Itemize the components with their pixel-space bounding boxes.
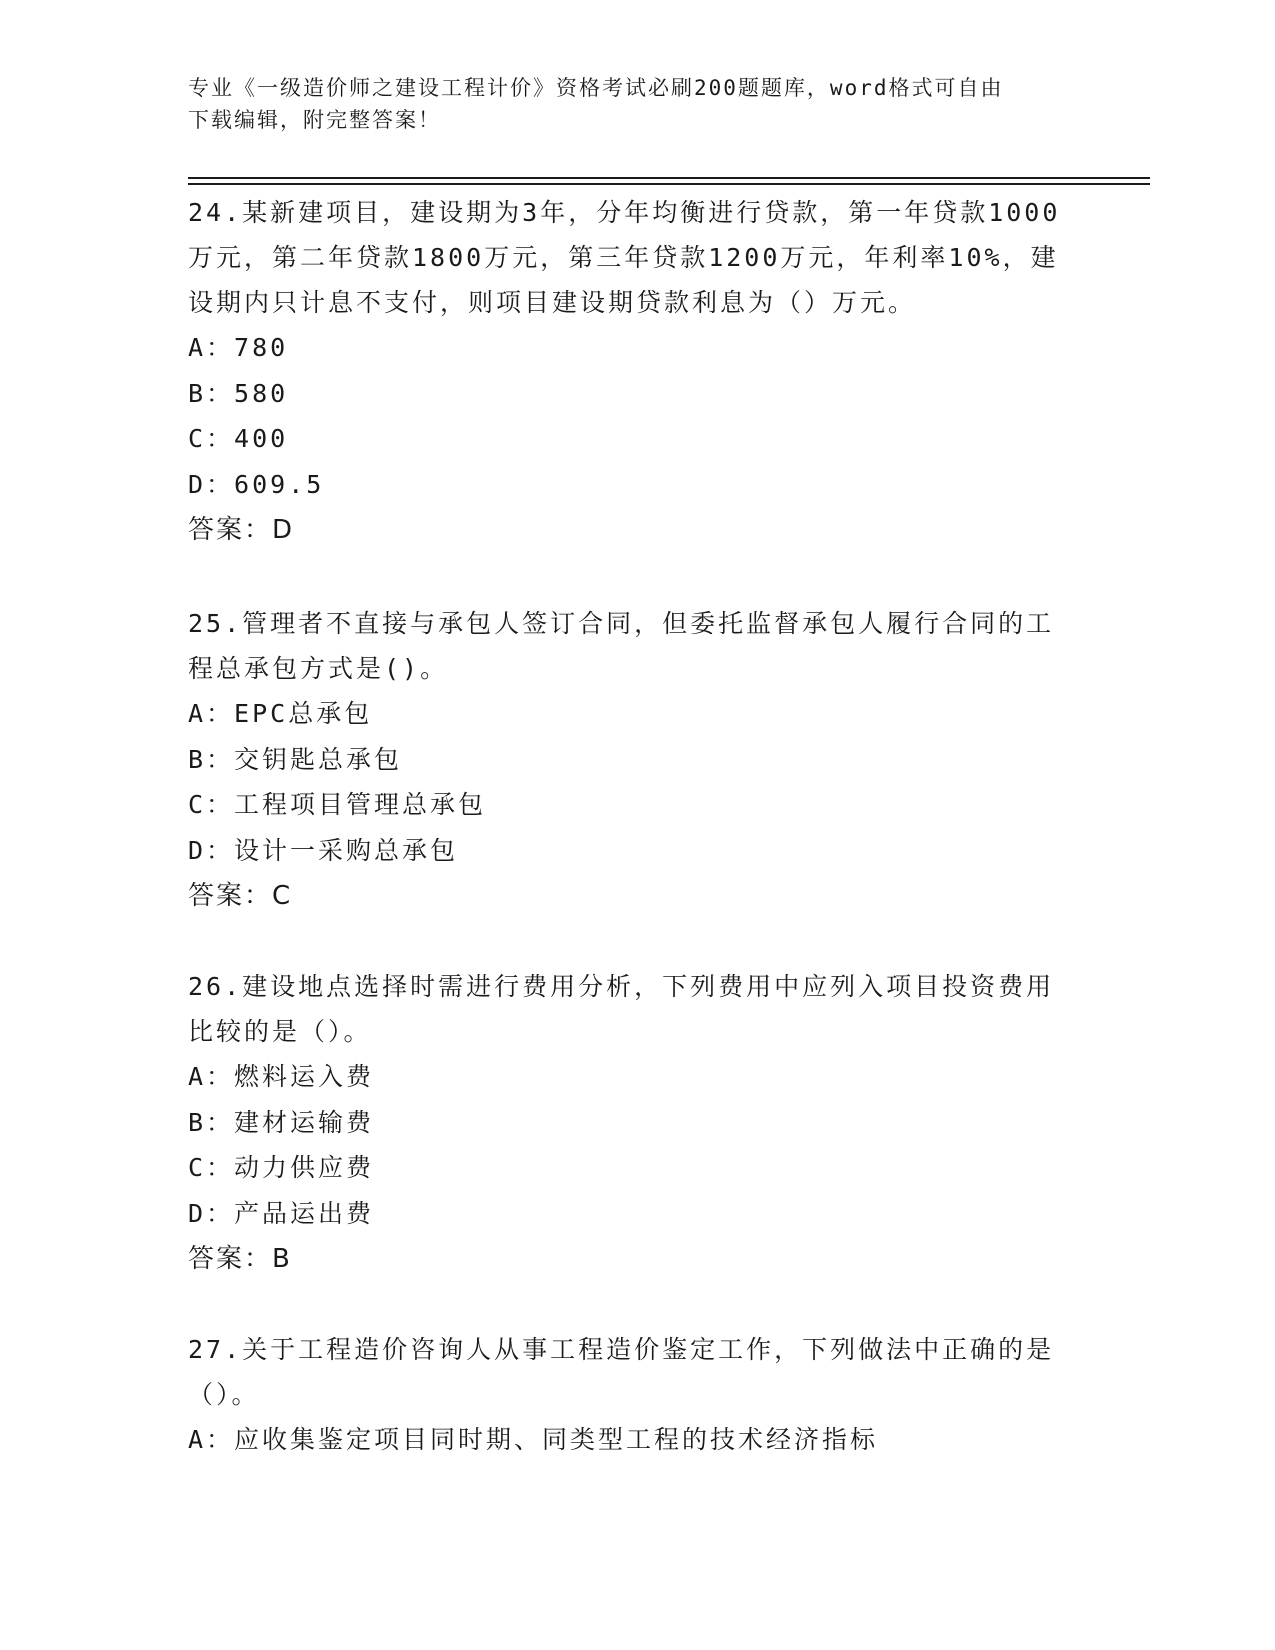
header-rule-top xyxy=(188,177,1150,179)
option-d: D：609.5 xyxy=(188,469,325,499)
option-c: C：动力供应费 xyxy=(188,1153,375,1182)
answer: 答案：B xyxy=(188,1244,292,1274)
question-stem-line: 万元，第二年贷款1800万元，第三年贷款1200万元，年利率10%，建 xyxy=(188,243,1059,272)
option-a: A：燃料运入费 xyxy=(188,1062,375,1091)
question-stem-line: 设期内只计息不支付，则项目建设期贷款利息为（）万元。 xyxy=(188,288,917,317)
document-header xyxy=(188,72,1068,136)
answer: 答案：D xyxy=(188,515,295,545)
option-b: B：建材运输费 xyxy=(188,1107,375,1137)
question-26 xyxy=(188,964,1088,1282)
header-rule-bottom xyxy=(188,183,1150,185)
question-stem-line: 程总承包方式是()。 xyxy=(188,654,449,683)
question-25 xyxy=(188,601,1088,919)
option-b: B：交钥匙总承包 xyxy=(188,744,403,774)
question-stem-line: 27.关于工程造价咨询人从事工程造价鉴定工作，下列做法中正确的是 xyxy=(188,1335,1055,1364)
question-27 xyxy=(188,1327,1088,1463)
question-stem-line: （）。 xyxy=(188,1380,260,1409)
option-d: D：设计一采购总承包 xyxy=(188,835,459,865)
question-24 xyxy=(188,190,1088,553)
option-b: B：580 xyxy=(188,378,289,408)
header-title-line-2: 下载编辑，附完整答案！ xyxy=(188,108,441,132)
answer: 答案：C xyxy=(188,881,293,911)
question-stem-line: 25.管理者不直接与承包人签订合同，但委托监督承包人履行合同的工 xyxy=(188,609,1055,638)
option-a: A：780 xyxy=(188,333,289,362)
option-a: A：EPC总承包 xyxy=(188,699,373,728)
question-stem-line: 26.建设地点选择时需进行费用分析，下列费用中应列入项目投资费用 xyxy=(188,972,1055,1001)
question-stem-line: 比较的是（）。 xyxy=(188,1017,372,1046)
option-a: A：应收集鉴定项目同时期、同类型工程的技术经济指标 xyxy=(188,1425,879,1454)
question-stem-line: 24.某新建项目，建设期为3年，分年均衡进行贷款，第一年贷款1000 xyxy=(188,198,1061,227)
header-title-line-1: 专业《一级造价师之建设工程计价》资格考试必刷200题题库，word格式可自由 xyxy=(188,76,1004,100)
option-c: C：工程项目管理总承包 xyxy=(188,790,487,819)
option-c: C：400 xyxy=(188,424,289,453)
option-d: D：产品运出费 xyxy=(188,1198,375,1228)
